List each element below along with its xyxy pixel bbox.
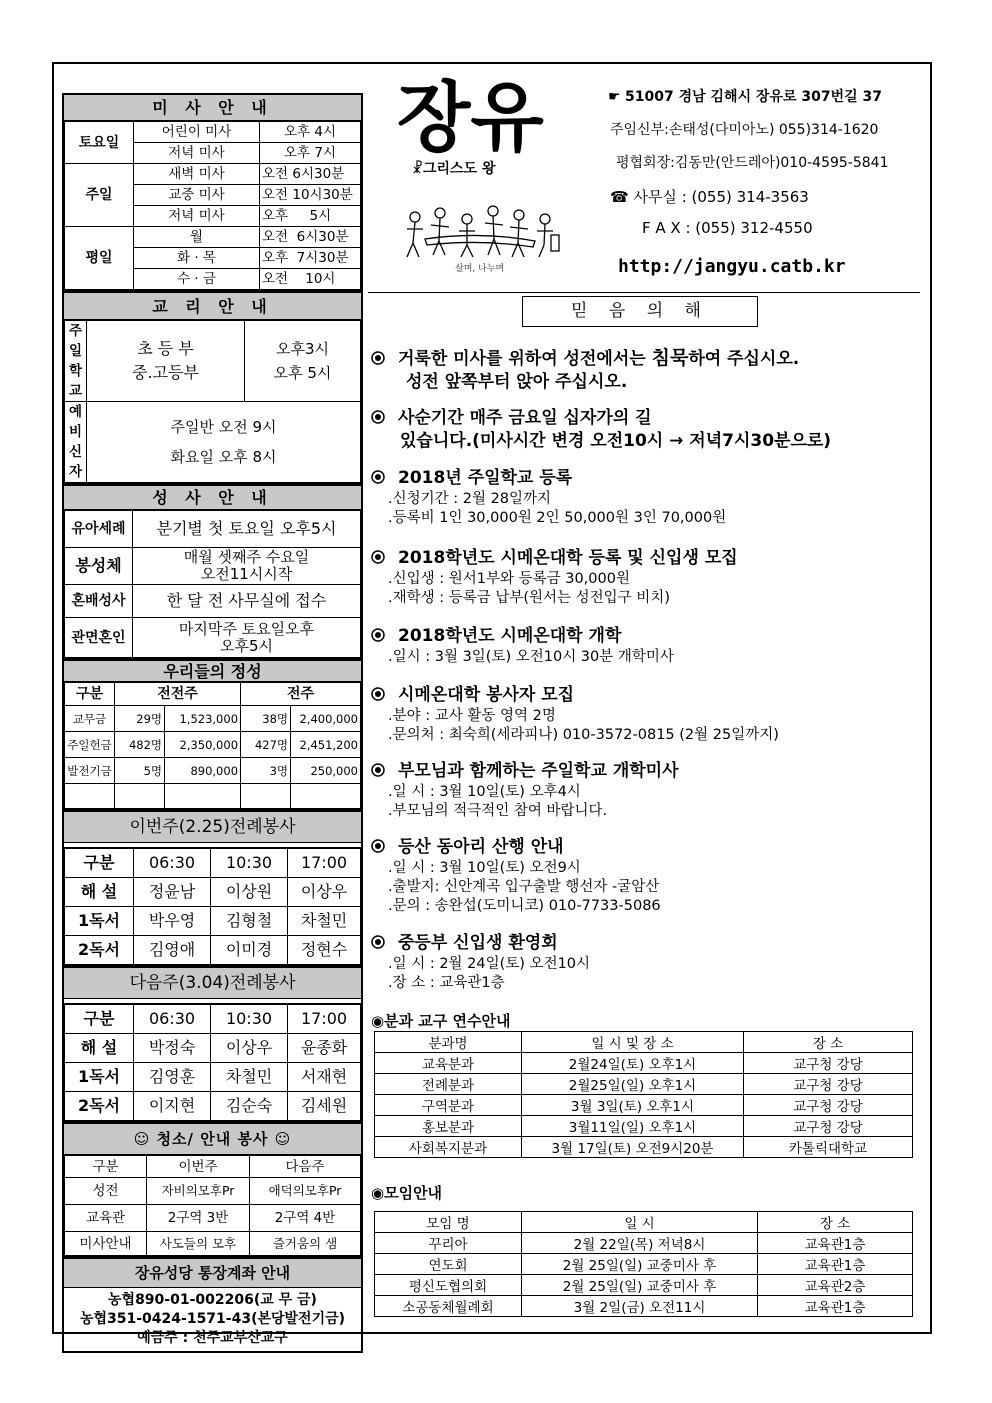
offering-row [65, 758, 361, 784]
liturgy-cell: 이상우 [211, 1034, 288, 1063]
district-header: 분과명 [375, 1032, 522, 1053]
liturgy-cell: 김형철 [211, 907, 288, 936]
district-row [375, 1137, 913, 1158]
district-header: 일 시 및 장 소 [522, 1032, 744, 1053]
doctrine-title: 교 리 안 내 [64, 292, 361, 320]
notice-emphasis: 침묵 [651, 347, 689, 369]
liturgy-header: 17:00 [288, 849, 361, 878]
cleaning-header: 구분 [65, 1156, 147, 1178]
catechumen-item: 화요일 오후 8시 [170, 448, 277, 466]
liturgy-next-table [64, 1004, 361, 1121]
offering-cell: 250,000 [291, 758, 361, 784]
liturgy-cell: 정현수 [288, 936, 361, 965]
mass-cell: 오후 5시 [260, 206, 361, 227]
liturgy-header: 구분 [65, 849, 134, 878]
notice-title-text: 2018학년도 시메온대학 개학 [398, 626, 622, 646]
meetings-cell: 2월 22일(목) 저녁8시 [522, 1233, 758, 1254]
sunday-school-label: 주일학교 [65, 321, 87, 402]
sacraments-table [64, 510, 361, 658]
bullet-icon [370, 550, 388, 564]
notice-title-text: 거룩한 미사를 위하여 성전에서는 [398, 349, 652, 369]
notice-item [370, 625, 920, 667]
notice-detail: .일시 : 3월 3일(토) 오전10시 30분 개학미사 [388, 649, 674, 665]
doctrine-section [62, 292, 363, 485]
notice-detail: .일 시 : 3월 10일(토) 오전9시 [388, 860, 581, 876]
meetings-cell: 소공동체월례회 [375, 1296, 522, 1317]
sacrament-value: 한 달 전 사무실에 접수 [133, 585, 361, 618]
notice-title-text: 중등부 신입생 환영회 [398, 933, 558, 953]
liturgy-cell: 김순숙 [211, 1092, 288, 1121]
liturgy-row [65, 1092, 361, 1121]
fax: F A X : (055) 312-4550 [642, 219, 813, 237]
notice-title [370, 932, 920, 955]
district-cell: 교구청 강당 [744, 1053, 913, 1074]
offering-cell [241, 784, 291, 809]
notice-detail: .등록비 1인 30,000원 2인 50,000원 3인 70,000원 [388, 510, 727, 526]
liturgy-row [65, 907, 361, 936]
notice-title-line2: 성전 앞쪽부터 앉아 주십시오. [406, 372, 628, 392]
offering-cell: 주일헌금 [65, 732, 115, 758]
liturgy-cell: 이미경 [211, 936, 288, 965]
bank-title: 장유성당 통장계좌 안내 [64, 1258, 361, 1288]
mass-cell: 화 · 목 [134, 248, 260, 269]
notice-item [370, 407, 920, 453]
liturgy-cell: 이상원 [211, 878, 288, 907]
offering-cell: 482명 [115, 732, 165, 758]
meetings-title: ◉모임안내 [371, 1184, 443, 1202]
mass-cell: 새벽 미사 [134, 164, 260, 185]
notice-item [370, 347, 920, 394]
mass-cell: 교중 미사 [134, 185, 260, 206]
cleaning-cell: 성전 [65, 1178, 147, 1205]
sunday-label: 주일 [65, 164, 134, 227]
cleaning-title: ☺ 청소/ 안내 봉사 ☺ [64, 1123, 361, 1155]
notice-title [370, 625, 920, 648]
left-column [62, 93, 363, 1353]
notice-item [370, 836, 920, 916]
school-time: 오후3시 [275, 340, 329, 358]
liturgy-role: 해 설 [65, 878, 134, 907]
notice-title [370, 347, 920, 371]
district-cell: 3월11일(일) 오후1시 [522, 1116, 744, 1137]
sacrament-value: 마지막주 토요일오후 오후5시 [133, 618, 361, 658]
mass-cell: 저녁 미사 [134, 206, 260, 227]
meetings-row [375, 1296, 913, 1317]
notice-detail: .일 시 : 2월 24일(토) 오전10시 [388, 956, 591, 972]
liturgy-cell: 서재현 [288, 1063, 361, 1092]
liturgy-row [65, 878, 361, 907]
mass-cell: 오전 6시30분 [260, 164, 361, 185]
bank-lines [64, 1288, 361, 1351]
meetings-cell: 3월 2일(금) 오전11시 [522, 1296, 758, 1317]
offering-row [65, 732, 361, 758]
bank-section [62, 1258, 363, 1353]
district-header: 장 소 [744, 1032, 913, 1053]
mass-cell: 오후 7시30분 [260, 248, 361, 269]
notice-item [370, 684, 920, 745]
liturgy-this-table [64, 848, 361, 965]
district-cell: 3월 3일(토) 오후1시 [522, 1095, 744, 1116]
offering-cell: 2,451,200 [291, 732, 361, 758]
bank-line: 예금주 : 천주교부산교구 [137, 1330, 288, 1346]
mass-cell: 수 · 금 [134, 269, 260, 290]
liturgy-row [65, 936, 361, 965]
bullet-icon [370, 839, 388, 853]
mass-cell: 오전 10시30분 [260, 185, 361, 206]
meetings-cell: 연도회 [375, 1254, 522, 1275]
liturgy-cell: 김영애 [134, 936, 211, 965]
liturgy-cell: 차철민 [288, 907, 361, 936]
liturgy-header: 10:30 [211, 849, 288, 878]
liturgy-header-row [65, 1005, 361, 1034]
district-row [375, 1095, 913, 1116]
offering-cell: 발전기금 [65, 758, 115, 784]
mass-cell: 월 [134, 227, 260, 248]
notice-title [370, 407, 920, 430]
mass-cell: 오전 10시 [260, 269, 361, 290]
district-cell: 사회복지분과 [375, 1137, 522, 1158]
mass-cell: 오전 6시30분 [260, 227, 361, 248]
meetings-header: 모임 명 [375, 1212, 522, 1233]
meetings-cell: 2월 25일(일) 교중미사 후 [522, 1254, 758, 1275]
offering-cell: 3명 [241, 758, 291, 784]
district-row [375, 1116, 913, 1137]
school-time: 오후 5시 [273, 364, 332, 382]
weekday-label: 평일 [65, 227, 134, 290]
district-cell: 교구청 강당 [744, 1095, 913, 1116]
district-cell: 2월24일(토) 오후1시 [522, 1053, 744, 1074]
school-item: 초 등 부 [137, 339, 194, 358]
cleaning-cell: 미사안내 [65, 1232, 147, 1256]
liturgy-header: 10:30 [211, 1005, 288, 1034]
notice-title [370, 684, 920, 707]
offering-cell: 890,000 [165, 758, 241, 784]
cleaning-table [64, 1155, 361, 1256]
meetings-row [375, 1275, 913, 1296]
sacrament-label: 봉성체 [65, 548, 133, 585]
school-times [245, 321, 361, 402]
liturgy-cell: 박정숙 [134, 1034, 211, 1063]
notice-detail: .신청기간 : 2월 28일까지 [388, 491, 552, 507]
catechumen-times [87, 402, 361, 483]
district-row [375, 1053, 913, 1074]
bullet-icon [370, 351, 388, 365]
district-title: ◉분과 교구 연수안내 [371, 1012, 511, 1030]
notice-detail: .문의처 : 최숙희(세라피나) 010-3572-0815 (2월 25일까지) [388, 727, 779, 743]
logo-art [395, 72, 565, 162]
cleaning-cell: 즐거움의 샘 [250, 1232, 361, 1256]
bullet-icon [370, 470, 388, 484]
notice-title-text: 사순기간 매주 금요일 십자가의 길 [398, 408, 652, 428]
liturgy-row [65, 1034, 361, 1063]
offering-cell: 교무금 [65, 706, 115, 732]
catechumen-item: 주일반 오전 9시 [170, 418, 277, 436]
district-cell: 교구청 강당 [744, 1074, 913, 1095]
bullet-icon [370, 935, 388, 949]
cleaning-header: 이번주 [147, 1156, 250, 1178]
offering-cell [165, 784, 241, 809]
district-cell: 전례분과 [375, 1074, 522, 1095]
sacrament-value: 분기별 첫 토요일 오후5시 [133, 511, 361, 548]
divider [368, 292, 920, 293]
community-illustration-icon [395, 195, 565, 275]
notice-title-text: 부모님과 함께하는 주일학교 개학미사 [398, 761, 679, 781]
offering-cell: 2,400,000 [291, 706, 361, 732]
meetings-row [375, 1254, 913, 1275]
notice-detail: .일 시 : 3월 10일(토) 오후4시 [388, 784, 581, 800]
district-cell: 교육분과 [375, 1053, 522, 1074]
liturgy-cell: 김영훈 [134, 1063, 211, 1092]
website-url[interactable]: http://jangyu.catb.kr [618, 256, 846, 277]
cleaning-cell: 사도들의 모후 [147, 1232, 250, 1256]
notice-detail: .문의 : 송완섭(도미니코) 010-7733-5086 [388, 898, 661, 914]
liturgy-cell: 정윤남 [134, 878, 211, 907]
meetings-cell: 평신도협의회 [375, 1275, 522, 1296]
notice-detail: .부모님의 적극적인 참여 바랍니다. [388, 803, 608, 819]
meetings-header: 장 소 [758, 1212, 913, 1233]
meetings-row [375, 1233, 913, 1254]
offering-cell: 2,350,000 [165, 732, 241, 758]
liturgy-role: 2독서 [65, 1092, 134, 1121]
liturgy-cell: 윤종화 [288, 1034, 361, 1063]
offering-cell: 5명 [115, 758, 165, 784]
cleaning-cell: 2구역 3반 [147, 1205, 250, 1232]
sacrament-label: 혼배성사 [65, 585, 133, 618]
meetings-cell: 교육관1층 [758, 1254, 913, 1275]
section-title: 믿 음 의 해 [522, 296, 758, 327]
liturgy-role: 1독서 [65, 907, 134, 936]
cleaning-cell: 2구역 4반 [250, 1205, 361, 1232]
meetings-cell: 교육관2층 [758, 1275, 913, 1296]
bullet-icon [370, 687, 388, 701]
notice-title [370, 467, 920, 490]
district-cell: 2월25일(일) 오후1시 [522, 1074, 744, 1095]
notice-title-text: 등산 동아리 산행 안내 [398, 837, 564, 857]
mass-table [64, 121, 361, 290]
notice-item [370, 932, 920, 993]
offering-section [62, 660, 363, 811]
cleaning-cell: 애덕의모후Pr [250, 1178, 361, 1205]
offering-header: 구분 [65, 683, 115, 706]
liturgy-header: 06:30 [134, 849, 211, 878]
subtitle: ☧그리스도 왕 [412, 161, 496, 177]
mass-cell: 어린이 미사 [134, 122, 260, 143]
address-row [608, 86, 882, 106]
school-item: 중.고등부 [132, 363, 199, 382]
mass-title: 미 사 안 내 [64, 95, 361, 121]
meetings-cell: 꾸리아 [375, 1233, 522, 1254]
district-cell: 3월 17일(토) 오전9시20분 [522, 1137, 744, 1158]
meetings-cell: 교육관1층 [758, 1296, 913, 1317]
meetings-table [374, 1211, 913, 1317]
notice-title-text: 시메온대학 봉사자 모집 [398, 685, 575, 705]
district-cell: 구역분과 [375, 1095, 522, 1116]
cleaning-cell: 교육관 [65, 1205, 147, 1232]
people-sketch-icon [395, 195, 565, 275]
address: 51007 경남 김해시 장유로 307번길 37 [625, 89, 883, 105]
liturgy-cell: 이지현 [134, 1092, 211, 1121]
bullet-icon [370, 628, 388, 642]
notice-detail: .분야 : 교사 활동 영역 2명 [388, 708, 556, 724]
offering-cell: 38명 [241, 706, 291, 732]
bullet-icon [370, 763, 388, 777]
hand-pointer-icon: ☛ [608, 89, 621, 105]
liturgy-row [65, 1063, 361, 1092]
liturgy-cell: 차철민 [211, 1063, 288, 1092]
notice-item [370, 547, 920, 608]
notice-item [370, 760, 920, 821]
offering-cell [291, 784, 361, 809]
mass-section [62, 93, 363, 292]
notice-detail: .재학생 : 등록금 납부(원서는 성전입구 비치) [388, 590, 670, 606]
parish-logo [395, 72, 565, 162]
offering-cell [65, 784, 115, 809]
offering-cell: 1,523,000 [165, 706, 241, 732]
meetings-cell: 교육관1층 [758, 1233, 913, 1254]
liturgy-next-title: 다음주(3.04)전례봉사 [64, 967, 361, 999]
offering-title: 우리들의 정성 [64, 660, 361, 682]
mass-cell: 오후 7시 [260, 143, 361, 164]
cleaning-header: 다음주 [250, 1156, 361, 1178]
liturgy-role: 해 설 [65, 1034, 134, 1063]
notice-title [370, 547, 920, 570]
saturday-label: 토요일 [65, 122, 134, 164]
meetings-header-row [375, 1212, 913, 1233]
cleaning-section [62, 1123, 363, 1258]
district-header-row [375, 1032, 913, 1053]
pastor: 주임신부:손태성(다미아노) 055)314-1620 [610, 122, 879, 138]
sacrament-value: 매월 셋째주 수요일 오전11시시작 [133, 548, 361, 585]
district-cell: 교구청 강당 [744, 1116, 913, 1137]
liturgy-cell: 김세원 [288, 1092, 361, 1121]
art-caption: 살며, 나누며 [455, 264, 505, 274]
meetings-cell: 2월 25일(일) 교중미사 후 [522, 1275, 758, 1296]
offering-cell: 427명 [241, 732, 291, 758]
bank-line: 농협351-0424-1571-43(본당발전기금) [79, 1311, 346, 1327]
liturgy-cell: 이상우 [288, 878, 361, 907]
doctrine-table [64, 320, 361, 483]
bank-line: 농협890-01-002206(교 무 금) [108, 1292, 317, 1308]
mass-cell: 저녁 미사 [134, 143, 260, 164]
sacrament-label: 관면혼인 [65, 618, 133, 658]
liturgy-next-section [62, 967, 363, 1123]
offering-row [65, 706, 361, 732]
logo-text: 장유 [397, 73, 544, 162]
notice-title-text: 2018학년도 시메온대학 등록 및 신입생 모집 [398, 548, 738, 568]
notice-title-text: 2018년 주일학교 등록 [398, 468, 573, 488]
offering-table [64, 682, 361, 809]
offering-header: 전전주 [115, 683, 241, 706]
liturgy-role: 1독서 [65, 1063, 134, 1092]
notice-item [370, 467, 920, 528]
liturgy-header: 구분 [65, 1005, 134, 1034]
sacraments-section [62, 485, 363, 660]
notice-detail: .신입생 : 원서1부와 등록금 30,000원 [388, 571, 630, 587]
notice-title [370, 760, 920, 783]
council: 평협회장:김동만(안드레아)010-4595-5841 [616, 155, 889, 171]
cleaning-cell: 자비의모후Pr [147, 1178, 250, 1205]
sacraments-title: 성 사 안 내 [64, 485, 361, 510]
offering-header: 전주 [241, 683, 361, 706]
notice-detail: .장 소 : 교육관1층 [388, 975, 505, 991]
liturgy-cell: 박우영 [134, 907, 211, 936]
mass-cell: 오후 4시 [260, 122, 361, 143]
notice-title [370, 836, 920, 859]
liturgy-this-title: 이번주(2.25)전례봉사 [64, 811, 361, 843]
offering-cell: 29명 [115, 706, 165, 732]
notice-detail: .출발지: 신안계곡 입구출발 행선자 -굴암산 [388, 879, 660, 895]
district-cell: 홍보분과 [375, 1116, 522, 1137]
district-cell: 카톨릭대학교 [744, 1137, 913, 1158]
liturgy-header: 06:30 [134, 1005, 211, 1034]
district-table [374, 1031, 913, 1158]
liturgy-header: 17:00 [288, 1005, 361, 1034]
school-names [87, 321, 245, 402]
district-row [375, 1074, 913, 1095]
catechumen-label: 예비신자 [65, 402, 87, 483]
meetings-header: 일 시 [522, 1212, 758, 1233]
notice-title-line2: 있습니다.(미사시간 변경 오전10시 → 저녁7시30분으로) [400, 431, 832, 451]
offering-cell [115, 784, 165, 809]
liturgy-this-section [62, 811, 363, 967]
notice-title-text: 하여 주십시오. [688, 349, 800, 369]
bullet-icon [370, 410, 388, 424]
liturgy-role: 2독서 [65, 936, 134, 965]
liturgy-header-row [65, 849, 361, 878]
offering-row [65, 784, 361, 809]
office: ☎ 사무실 : (055) 314-3563 [610, 188, 809, 206]
sacrament-label: 유아세례 [65, 511, 133, 548]
